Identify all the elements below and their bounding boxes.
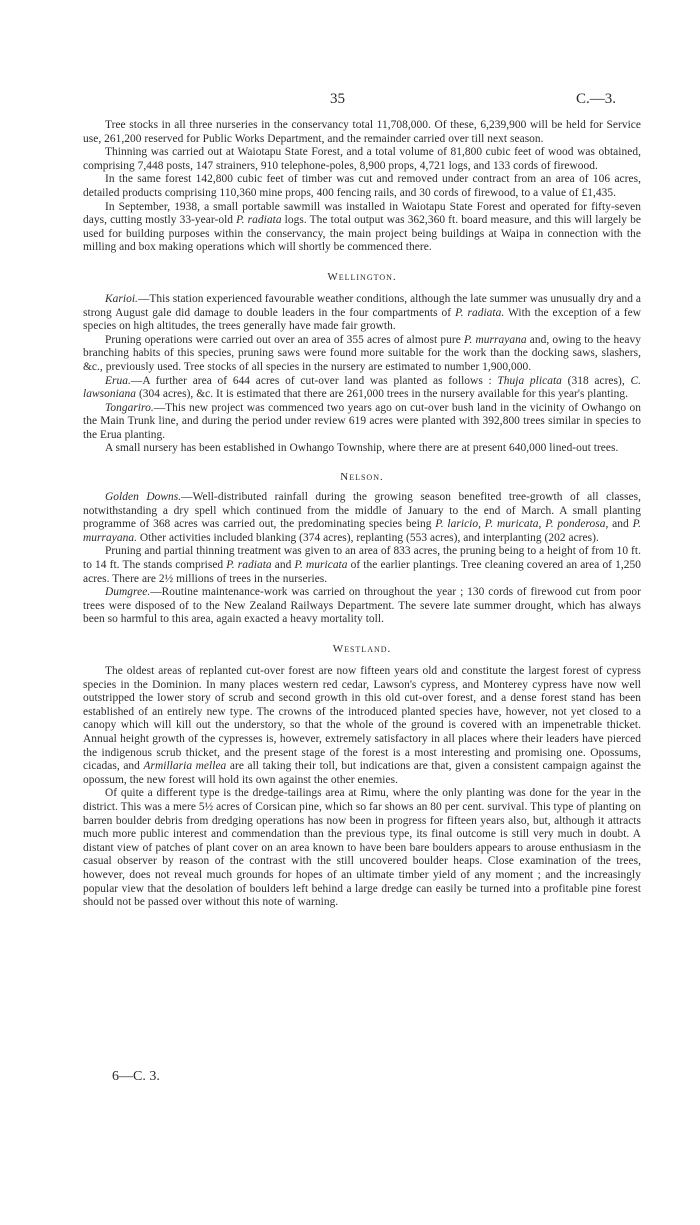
section-heading-westland: Westland.	[332, 643, 392, 655]
document-reference: C.—3.	[575, 91, 616, 107]
paragraph-dumgree: Dumgree.—Routine maintenance-work was carried on throughout the year ; 130 cords of firewood cut from poor trees were disposed of to the New Zealand Railways Department. The severe late summer drought, which has always been so harmful to this area, again exacted a heavy mortality toll.	[83, 586, 641, 626]
paragraph-tree-stocks: Tree stocks in all three nurseries in the conservancy total 11,708,000. Of these, 6,239,900 will be held for Service use, 261,200 reserved for Public Works Department, and the remainder carried over till next season.	[83, 119, 641, 145]
paragraph-cypress-forest: The oldest areas of replanted cut-over forest are now fifteen years old and constitute the largest forest of cypress species in the Dominion. In many places western red cedar, Lawson's cypress, and Monterey cypress have now well outstripped the lower story of scrub and second growth in this old cut-over forest, and a dense forest stand has been established of an entirely new type. The crowns of the introduced planted species have, however, not yet closed to a canopy which will kill out the understory, so that the whole of the ground is covered with an impenetrable thicket. Annual height growth of the cypresses is, however, extremely satisfactory in all places where their leaders have pierced the indigenous scrub thicket, and the present stage of the forest is a most interesting and promising one. Opossums, cicadas, and Armillaria mellea are all taking their toll, but indications are that, given a consistent campaign against the opossum, the new forest will hold its own against the other enemies.	[83, 665, 641, 786]
paragraph-dredge-tailings: Of quite a different type is the dredge-tailings area at Rimu, where the only planting was done for the year in the district. This was a mere 5½ acres of Corsican pine, which so far shows an 80 per cent. survival. This type of planting on barren boulder debris from dredging operations has now been in progress for fifteen years also, but, although it attracts much more public interest and commendation than the previous type, its final outcome is still very much in doubt. A distant view of patches of plant cover on an area known to have been bare boulders appears to arouse enthusiasm in the casual observer by reason of the contrast with the still uncovered boulder heaps. Close examination of the trees, however, does not reveal much grounds for hopes of an ultimate timber yield of any moment ; and the increasingly popular view that the desolation of boulders left behind a large dredge can easily be turned into a profitable pine forest should not be passed over without this note of warning.	[83, 787, 641, 909]
paragraph-sawmill: In September, 1938, a small portable sawmill was installed in Waiotapu State Forest and operated for fifty-seven days, cutting mostly 33-year-old P. radiata logs. The total output was 362,360 ft. board measure, and this will largely be used for building purposes within the conservancy, the main project being buildings at Waipa in connection with the milling and box making operations which will shortly be commenced there.	[83, 200, 641, 254]
paragraph-pruning-thinning: Pruning and partial thinning treatment was given to an area of 833 acres, the pruning being to a height of from 10 ft. to 14 ft. The stands comprised P. radiata and P. muricata of the earlier plantings. Tree cleaning covered an area of 1,250 acres. There are 2½ millions of trees in the nurseries.	[83, 545, 641, 585]
document-body	[83, 119, 641, 910]
section-heading-wellington: Wellington.	[327, 270, 397, 283]
page-signature: 6—C. 3.	[112, 1069, 160, 1084]
section-heading-nelson: Nelson.	[340, 471, 384, 484]
paragraph-owhango-nursery: A small nursery has been established in Owhango Township, where there are at present 640,000 lined-out trees.	[105, 442, 619, 455]
paragraph-contract-cutting: In the same forest 142,800 cubic feet of timber was cut and removed under contract from an area of 106 acres, detailed products comprising 110,360 mine props, 400 fencing rails, and 30 cords of firewood, to a value of £1,435.	[83, 173, 641, 199]
page-header	[0, 91, 700, 109]
paragraph-karioi: Karioi.—This station experienced favourable weather conditions, although the late summer was unusually dry and a strong August gale did damage to double leaders in the four compartments of P. radiata. With the exception of a few species on high altitudes, the trees generally have made fair growth.	[83, 292, 642, 333]
paragraph-erua: Erua.—A further area of 644 acres of cut-over land was planted as follows : Thuja plicata (318 acres), C. lawsoniana (304 acres), &c. It is estimated that there are 261,000 trees in the nursery available for this year's planting.	[83, 374, 641, 401]
page-number: 35	[330, 91, 345, 107]
paragraph-golden-downs: Golden Downs.—Well-distributed rainfall during the growing season benefited tree-growth of all classes, notwithstanding a dry spell which continued from the middle of January to the end of March. A small planting programme of 368 acres was carried out, the predominating species being P. laricio, P. muricata, P. ponderosa, and P. murrayana. Other activities included blanking (374 acres), replanting (553 acres), and interplanting (202 acres).	[83, 491, 642, 544]
paragraph-pruning: Pruning operations were carried out over an area of 355 acres of almost pure P. murrayana and, owing to the heavy branching habits of this species, pruning saws were found more suitable for the work than the docking saws, slashers, &c., previously used. Tree stocks of all species in the nursery are estimated to number 1,900,000.	[83, 333, 641, 373]
paragraph-tongariro: Tongariro.—This new project was commenced two years ago on cut-over bush land in the vicinity of Owhango on the Main Trunk line, and during the period under review 619 acres were planted with 392,800 trees similar in species to the Erua planting.	[83, 401, 641, 441]
paragraph-thinning: Thinning was carried out at Waiotapu State Forest, and a total volume of 81,800 cubic feet of wood was obtained, comprising 7,448 posts, 147 strainers, 910 telephone-poles, 8,900 props, 4,721 logs, and 133 cords of firewood.	[83, 146, 641, 172]
